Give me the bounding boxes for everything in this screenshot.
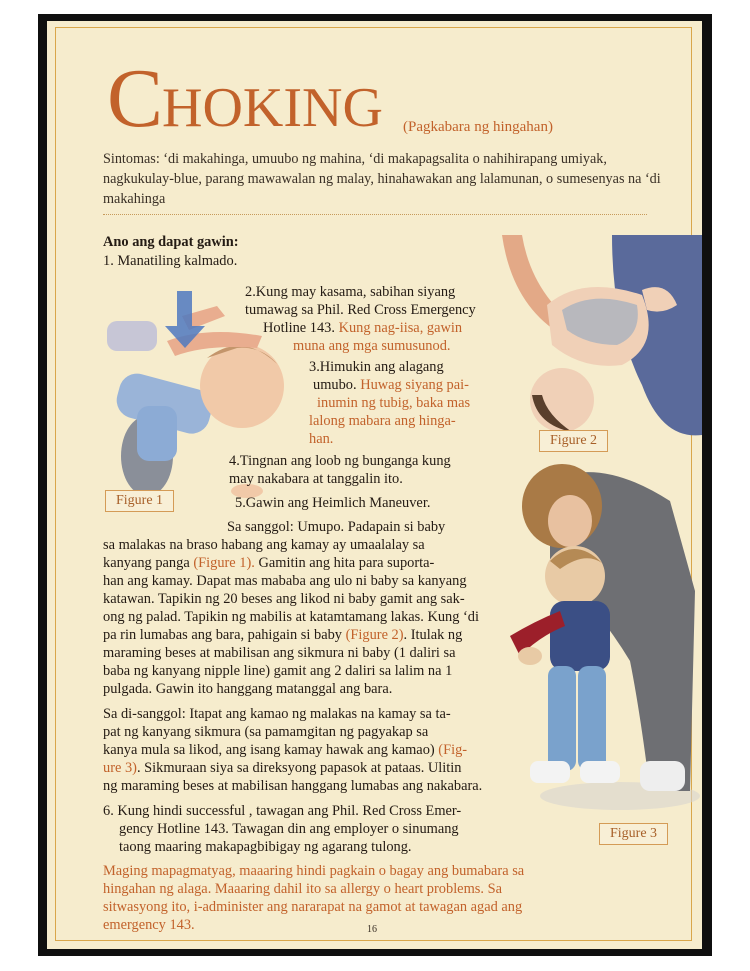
step-3-note-a: Huwag siyang pai-	[360, 377, 469, 393]
child-line-2: pat ng kanyang sikmura (sa pamamgitan ng pagyakap sa	[103, 724, 429, 740]
step-4-line-1: 4.Tingnan ang loob ng bunganga kung	[229, 453, 451, 469]
warning-line-4: emergency 143.	[103, 917, 195, 933]
infant-text-3a: kanyang panga	[103, 555, 190, 571]
step-3-line-4: lalong mabara ang hinga-	[309, 413, 456, 429]
infant-text-7c: . Itulak ng	[403, 627, 463, 643]
infant-line-9: baba ng kanyang nipple line) gamit ang 2 daliri sa lalim na 1	[103, 663, 453, 679]
infant-line-10: pulgada. Gawin ito hanggang matanggal ang bara.	[103, 681, 393, 697]
symptoms-text: Sintomas: ‘di makahinga, umuubo ng mahina, ‘di makapagsalita o nahihirapang umiyak, nagkukulay-blue, parang mawawalan ng malay, hinahawakan ang lalamunan, o sumesenyas na ‘di makahinga	[103, 151, 661, 207]
page-title	[107, 52, 383, 145]
step-2-line-4: muna ang mga sumusunod.	[293, 338, 451, 354]
page-number: 16	[367, 924, 377, 935]
step-1: 1. Manatiling kalmado.	[103, 253, 238, 269]
infant-line-2: sa malakas na braso habang ang kamay ay umaalalay sa	[103, 537, 425, 553]
child-text-3a: kanya mula sa likod, ang isang kamay hawak ang kamao)	[103, 742, 435, 758]
infant-line-8: maraming beses at mabilisan ang sikmura ni baby (1 daliri sa	[103, 645, 456, 661]
figure-2-illustration	[492, 235, 702, 450]
figure-3-ref-b: ure 3)	[103, 760, 137, 776]
title-rest: HOKING	[162, 77, 383, 139]
figure-2-ref: (Figure 2)	[345, 627, 404, 643]
infant-line-1: Sa sanggol: Umupo. Padapain si baby	[227, 519, 446, 535]
page-subtitle: (Pagkabara ng hingahan)	[403, 119, 553, 135]
step-6-line-3: taong maaring makapagbibigay ng agarang tulong.	[119, 839, 412, 855]
step-5: 5.Gawin ang Heimlich Maneuver.	[235, 495, 431, 511]
step-3-line-3: inumin ng tubig, baka mas	[317, 395, 471, 411]
warning-line-1: Maging mapagmatyag, maaaring hindi pagkain o bagay ang bumabara sa	[103, 863, 525, 879]
step-2-line-1: 2.Kung may kasama, sabihan siyang	[245, 284, 456, 300]
figure-3-ref-a: (Fig-	[438, 742, 468, 758]
infant-line-6: ong ng palad. Tapikin ng mabilis at katamtamang lakas. Kung ‘di	[103, 609, 480, 625]
step-2-line-3	[263, 319, 462, 337]
step-3-line-2	[313, 376, 469, 394]
document-page	[47, 21, 702, 949]
figure-3-illustration	[490, 461, 702, 821]
step-2-hotline: Hotline 143.	[263, 320, 335, 336]
step-6-line-1: 6. Kung hindi successful , tawagan ang Phil. Red Cross Emer-	[103, 803, 462, 819]
step-2-line-2: tumawag sa Phil. Red Cross Emergency	[245, 302, 476, 318]
infant-line-4: han ang kamay. Dapat mas mababa ang ulo ni baby sa kanyang	[103, 573, 467, 589]
divider	[103, 214, 647, 215]
figure-1-label: Figure 1	[105, 490, 174, 512]
child-line-5: ng maraming beses at mabilisan hanggang lumabas ang nakabara.	[103, 778, 483, 794]
title-initial: C	[107, 52, 163, 145]
figure-3-label: Figure 3	[599, 823, 668, 845]
infant-line-3	[103, 554, 434, 572]
infant-line-7	[103, 626, 462, 644]
step-3-text: umubo.	[313, 377, 357, 393]
infant-text-7a: pa rin lumabas ang bara, pahigain si baby	[103, 627, 342, 643]
child-line-3	[103, 741, 467, 759]
warning-line-2: hingahan ng alaga. Maaaring dahil ito sa allergy o heart problems. Sa	[103, 881, 502, 897]
step-3-line-1: 3.Himukin ang alagang	[309, 359, 444, 375]
infant-text-3c: Gamitin ang hita para suporta-	[254, 555, 435, 571]
step-2-note-a: Kung nag-iisa, gawin	[338, 320, 463, 336]
figure-2-label: Figure 2	[539, 430, 608, 452]
step-6-line-2: gency Hotline 143. Tawagan din ang employer o sinumang	[119, 821, 459, 837]
figure-1-ref: (Figure 1).	[193, 555, 255, 571]
step-3-line-5: han.	[309, 431, 334, 447]
infant-line-5: katawan. Tapikin ng 20 beses ang likod ni baby gamit ang sak-	[103, 591, 465, 607]
step-4-line-2: may nakabara at tanggalin ito.	[229, 471, 403, 487]
warning-line-3: sitwasyong ito, i-administer ang nararapat na gamot at tawagan agad ang	[103, 899, 523, 915]
child-line-4	[103, 759, 462, 777]
child-line-1: Sa di-sanggol: Itapat ang kamao ng malakas na kamay sa ta-	[103, 706, 451, 722]
child-text-4b: . Sikmuraan siya sa direksyong papasok at pataas. Ulitin	[136, 760, 462, 776]
section-heading: Ano ang dapat gawin:	[103, 234, 239, 250]
